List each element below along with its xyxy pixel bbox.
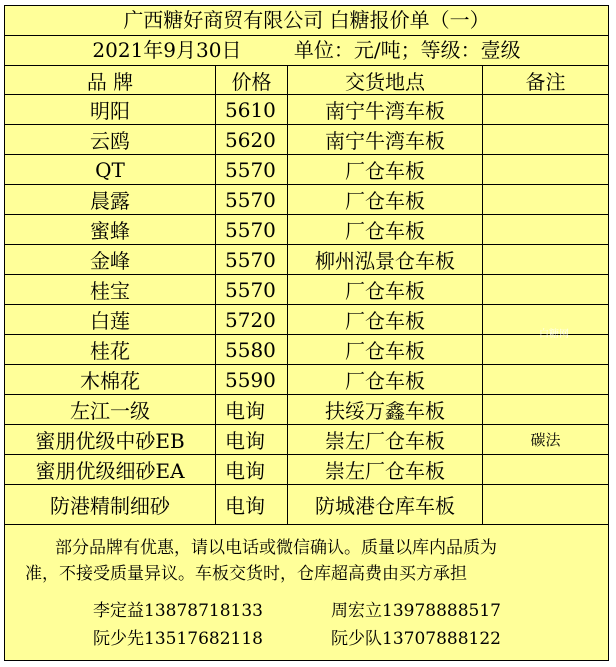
table-row [5,455,608,485]
location-cell: 崇左厂仓车板 [288,455,483,484]
contact-name: 阮少先 [93,629,144,649]
price-cell: 5570 [216,155,288,184]
price-cell: 电询 [216,395,288,424]
table-row [5,365,608,395]
notice-line-1: 部分品牌有优惠，请以电话或微信确认。质量以库内品质为 [55,538,497,558]
table-row [5,155,608,185]
table-row [5,245,608,275]
contact-4 [331,624,501,649]
table-row [5,95,608,125]
remark-cell: 碳法 [530,431,561,449]
remark-cell [483,395,608,424]
remark-cell [483,125,608,154]
contact-phone: 13978888517 [382,601,501,621]
contact-name: 李定益 [93,601,144,621]
table-row [5,305,608,335]
brand-cell: 明阳 [5,95,216,124]
brand-cell: 云鸥 [5,125,216,154]
price-cell: 5720 [216,305,288,334]
brand-cell: 桂花 [5,335,216,364]
contact-2 [331,596,501,621]
location-cell: 厂仓车板 [288,155,483,184]
remark-cell [483,185,608,214]
remark-cell [483,485,608,524]
brand-cell: 白莲 [5,305,216,334]
contact-1 [93,596,263,621]
price-cell: 5570 [216,245,288,274]
price-cell: 电询 [216,425,288,454]
remark-cell [483,275,608,304]
contact-name: 阮少队 [331,629,382,649]
table-row [5,395,608,425]
table-row [5,125,608,155]
contact-phone: 13517682118 [144,629,263,649]
sheet-subheader [5,36,608,66]
table-row [5,335,608,365]
price-cell: 5620 [216,125,288,154]
sheet-unit: 单位：元/吨；等级：壹级 [293,38,521,62]
brand-cell: 晨露 [5,185,216,214]
location-cell: 崇左厂仓车板 [288,425,483,454]
remark-cell [483,215,608,244]
location-cell: 防城港仓库车板 [288,485,483,524]
remark-cell [483,245,608,274]
contact-phone: 13878718133 [144,601,263,621]
remark-cell [483,95,608,124]
location-cell: 南宁牛湾车板 [288,95,483,124]
brand-cell: 蜜朋优级中砂EB [5,425,216,454]
column-header-brand: 品 牌 [5,66,216,94]
price-cell: 5570 [216,215,288,244]
watermark: 白糖网 [539,329,569,340]
column-header-remark: 备注 [525,69,566,94]
table-row [5,275,608,305]
price-cell: 5590 [216,365,288,394]
table-header [5,66,608,95]
price-cell: 5570 [216,185,288,214]
notice-line-2: 准，不接受质量异议。车板交货时，仓库超高费由买方承担 [25,564,467,584]
price-cell: 5610 [216,95,288,124]
price-cell: 5580 [216,335,288,364]
location-cell: 厂仓车板 [288,335,483,364]
location-cell: 厂仓车板 [288,215,483,244]
remark-cell [483,155,608,184]
column-header-location: 交货地点 [288,66,483,94]
price-cell: 电询 [216,485,288,524]
remark-cell [483,455,608,484]
table-row [5,215,608,245]
brand-cell: 蜜蜂 [5,215,216,244]
table-row [5,185,608,215]
location-cell: 厂仓车板 [288,185,483,214]
contact-phone: 13707888122 [382,629,501,649]
location-cell: 厂仓车板 [288,275,483,304]
brand-cell: 木棉花 [5,365,216,394]
brand-cell: 金峰 [5,245,216,274]
price-cell: 电询 [216,455,288,484]
price-sheet [4,5,609,661]
location-cell: 厂仓车板 [288,365,483,394]
location-cell: 扶绥万鑫车板 [288,395,483,424]
column-header-price: 价格 [216,66,288,94]
table-row [5,425,608,455]
contact-name: 周宏立 [331,601,382,621]
table-row [5,485,608,525]
location-cell: 南宁牛湾车板 [288,125,483,154]
brand-cell: QT [5,155,216,184]
location-cell: 柳州泓景仓车板 [288,245,483,274]
location-cell: 厂仓车板 [288,305,483,334]
remark-cell [483,365,608,394]
brand-cell: 蜜朋优级细砂EA [5,455,216,484]
price-cell: 5570 [216,275,288,304]
contact-3 [93,624,263,649]
sheet-title: 广西糖好商贸有限公司 白糖报价单（一） [5,6,608,36]
brand-cell: 桂宝 [5,275,216,304]
brand-cell: 防港精制细砂 [5,485,216,524]
sheet-date: 2021年9月30日 [92,38,242,62]
brand-cell: 左江一级 [5,395,216,424]
